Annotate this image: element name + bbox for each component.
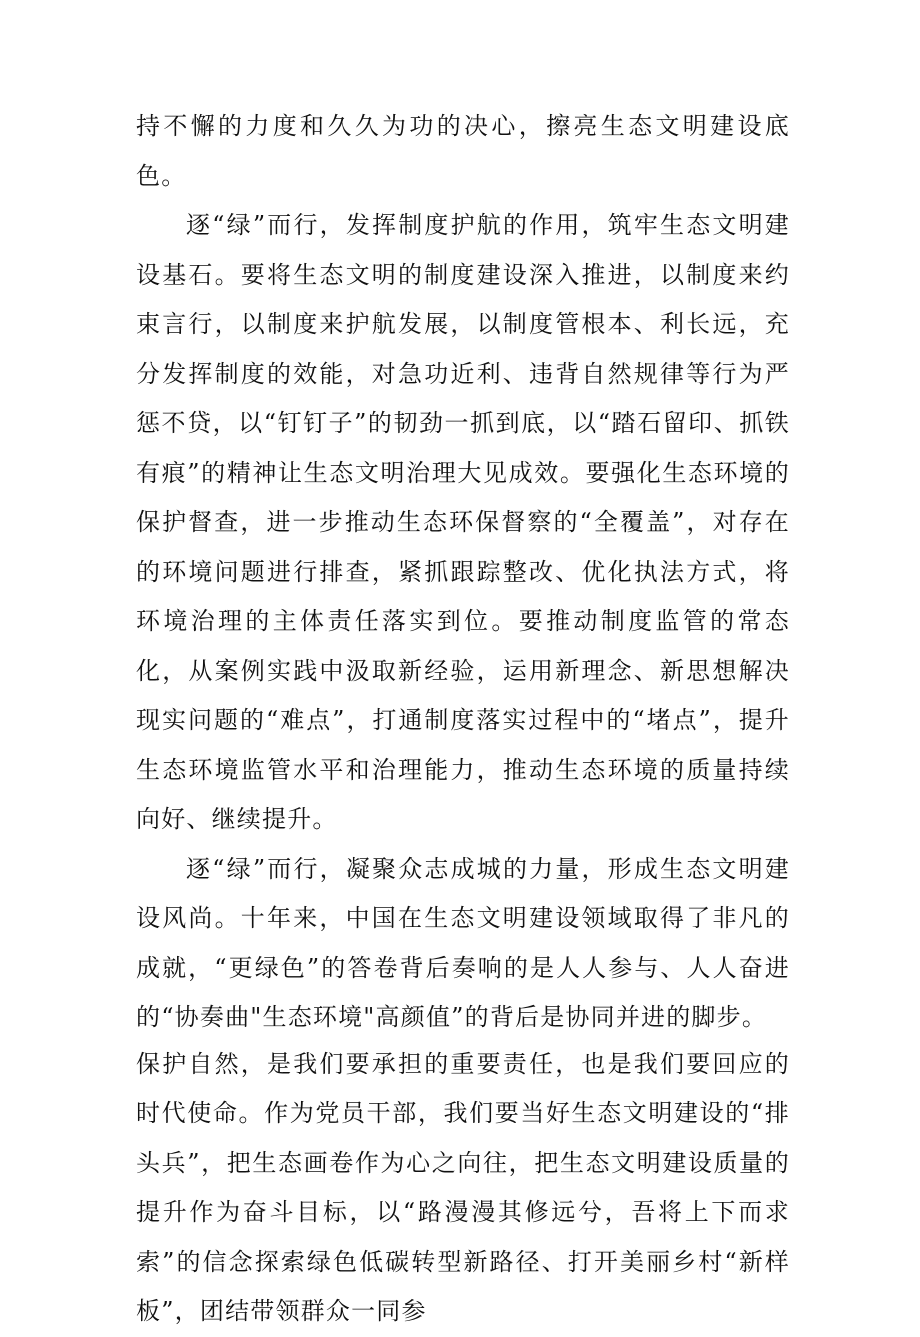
paragraph-continuation: 持不懈的力度和久久为功的决心，擦亮生态文明建设底色。 — [136, 112, 790, 190]
paragraph-institution: 逐“绿”而行，发挥制度护航的作用，筑牢生态文明建设基石。要将生态文明的制度建设深入推进，以制度来约束言行，以制度来护航发展，以制度管根本、利长远，充分发挥制度的效能，对急功近利、违背自然规律等行为严惩不贷，以“钉钉子”的韧劲一抓到底，以“踏石留印、抓铁有痕”的精神让生态文明治理大见成效。要强化生态环境的保护督查，进一步推动生态环保督察的“全覆盖”，对存在的环境问题进行排查，紧抓跟踪整改、优化执法方式，将环境治理的主体责任落实到位。要推动制度监管的常态化，从案例实践中汲取新经验，运用新理念、新思想解决现实问题的“难点”，打通制度落实过程中的“堵点”，提升生态环境监管水平和治理能力，推动生态环境的质量持续向好、继续提升。 — [136, 211, 790, 833]
paragraph-responsibility: 保护自然，是我们要承担的重要责任，也是我们要回应的时代使命。作为党员干部，我们要当好生态文明建设的“排头兵”，把生态画卷作为心之向往，把生态文明建设质量的提升作为奋斗目标，以“路漫漫其修远兮，吾将上下而求索”的信念探索绿色低碳转型新路径、打开美丽乡村“新样板”，团结带领群众一同参 — [136, 1049, 790, 1325]
document-body — [136, 102, 790, 1337]
paragraph-collective-force: 逐“绿”而行，凝聚众志成城的力量，形成生态文明建设风尚。十年来，中国在生态文明建设领域取得了非凡的成就，“更绿色”的答卷背后奏响的是人人参与、人人奋进的“协奏曲"生态环境"高颜值”的背后是协同并进的脚步。 — [136, 854, 790, 1031]
